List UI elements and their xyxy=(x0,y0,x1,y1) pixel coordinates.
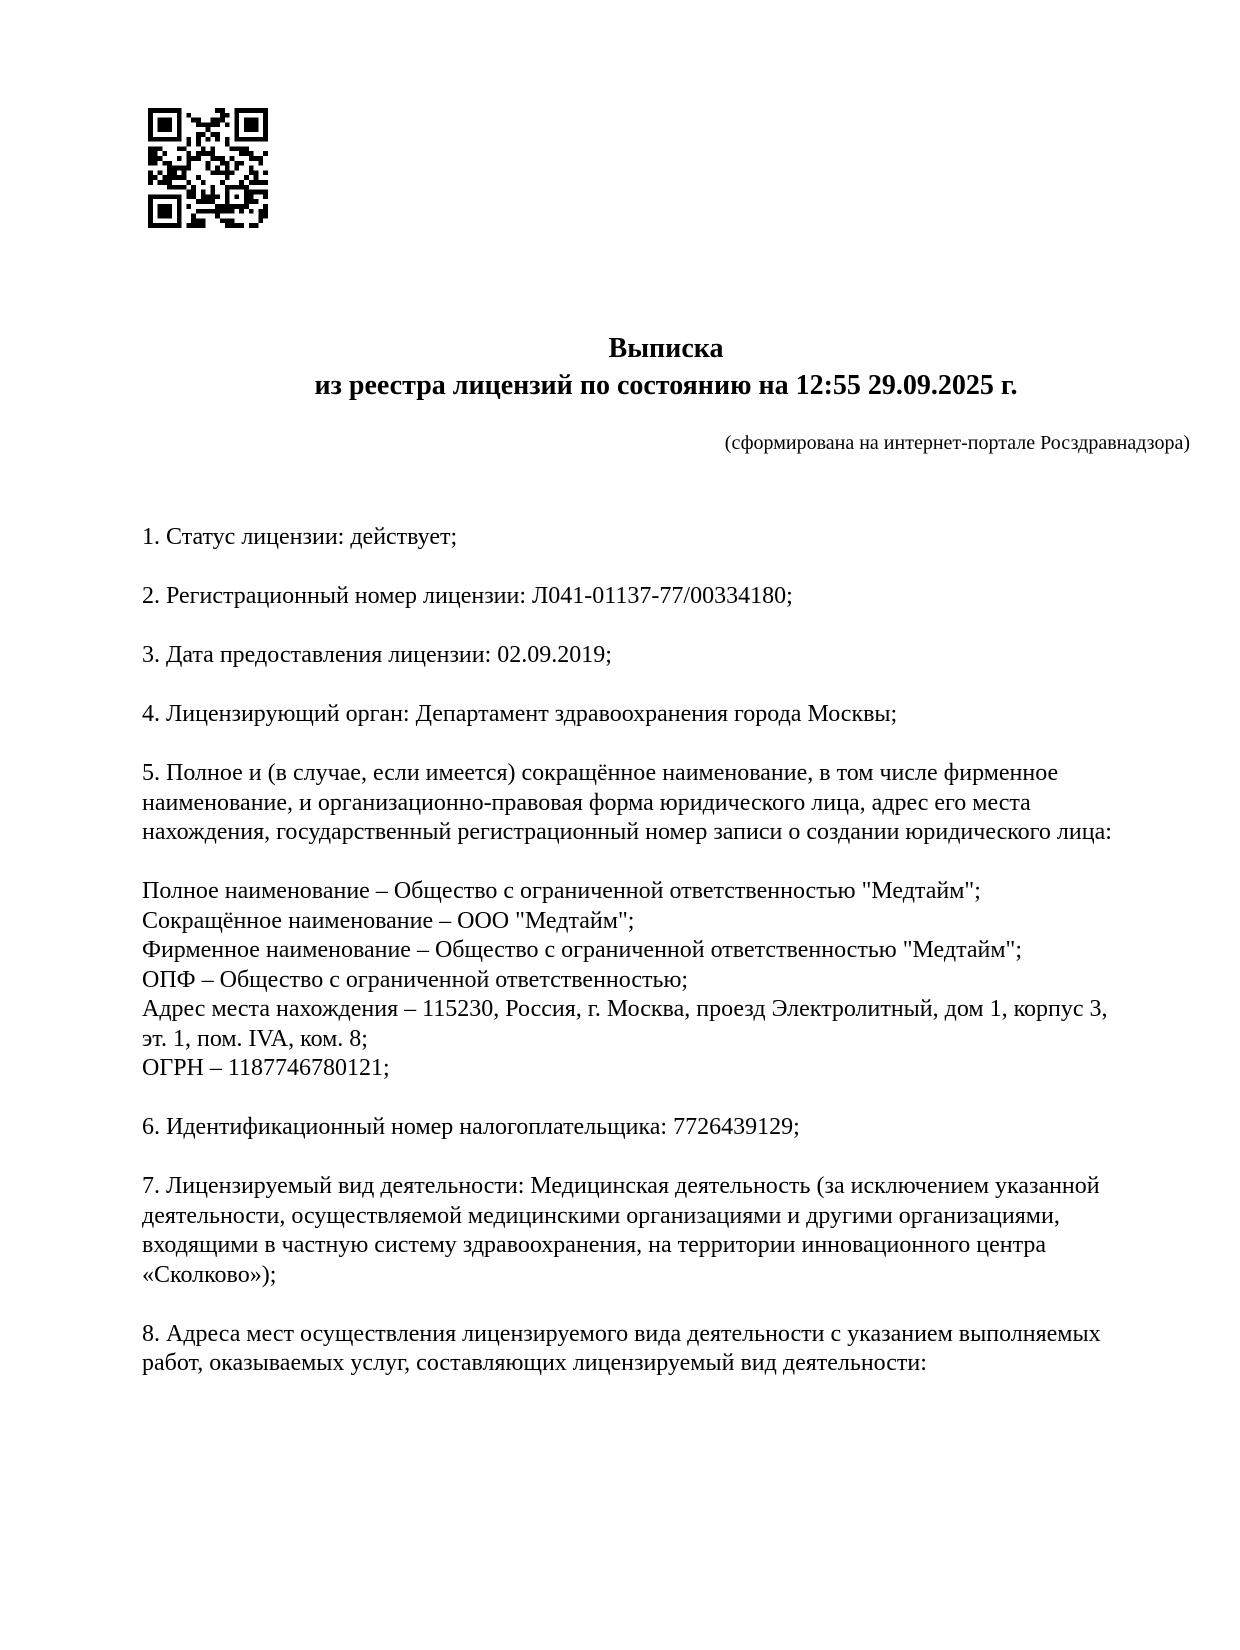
title-line-1: Выписка xyxy=(608,333,724,364)
document-body xyxy=(142,523,1190,1408)
company-address-line-1: Адрес места нахождения – 115230, Россия, г. Москва, проезд Электролитный, дом 1, корпус 3, xyxy=(142,996,1108,1022)
item-7-licensed-activity xyxy=(142,1172,1190,1290)
item-1-license-status: 1. Статус лицензии: действует; xyxy=(142,524,458,550)
text-line: 8. Адреса мест осуществления лицензируемого вида деятельности с указанием выполняемых xyxy=(142,1320,1101,1347)
item-3-license-date: 3. Дата предоставления лицензии: 02.09.2019; xyxy=(142,642,612,668)
portal-note: (сформирована на интернет-портале Росздравнадзора) xyxy=(724,432,1190,454)
company-details-block xyxy=(142,877,1190,1084)
text-line: 7. Лицензируемый вид деятельности: Медицинская деятельность (за исключением указанной xyxy=(142,1173,1100,1199)
document-title xyxy=(142,330,1190,404)
item-4-licensing-authority: 4. Лицензирующий орган: Департамент здравоохранения города Москвы; xyxy=(142,701,898,727)
company-short-name: Сокращённое наименование – ООО "Медтайм"; xyxy=(142,907,635,934)
text-line: нахождения, государственный регистрационный номер записи о создании юридического лица: xyxy=(142,819,1112,845)
text-line: деятельности, осуществляемой медицинскими организациями и другими организациями, xyxy=(142,1202,1060,1229)
company-legal-form: ОПФ – Общество с ограниченной ответственностью; xyxy=(142,966,689,993)
text-line: «Сколково»); xyxy=(142,1261,277,1288)
item-6-inn: 6. Идентификационный номер налогоплательщика: 7726439129; xyxy=(142,1114,800,1140)
qr-code-icon xyxy=(148,108,268,228)
item-5-names-intro xyxy=(142,759,1190,848)
text-line: 5. Полное и (в случае, если имеется) сокращённое наименование, в том числе фирменное xyxy=(142,760,1059,786)
item-2-registration-number: 2. Регистрационный номер лицензии: Л041-01137-77/00334180; xyxy=(142,583,793,609)
company-brand-name: Фирменное наименование – Общество с ограниченной ответственностью "Медтайм"; xyxy=(142,937,1022,963)
company-ogrn: ОГРН – 1187746780121; xyxy=(142,1055,390,1081)
title-line-2: из реестра лицензий по состоянию на 12:55 29.09.2025 г. xyxy=(314,370,1018,401)
company-address-line-2: эт. 1, пом. IVA, ком. 8; xyxy=(142,1025,368,1052)
company-full-name: Полное наименование – Общество с ограниченной ответственностью "Медтайм"; xyxy=(142,878,981,904)
item-8-activity-addresses xyxy=(142,1320,1190,1379)
text-line: работ, оказываемых услуг, составляющих лицензируемый вид деятельности: xyxy=(142,1350,927,1376)
text-line: входящими в частную систему здравоохранения, на территории инновационного центра xyxy=(142,1232,1047,1258)
text-line: наименование, и организационно-правовая форма юридического лица, адрес его места xyxy=(142,789,1031,816)
